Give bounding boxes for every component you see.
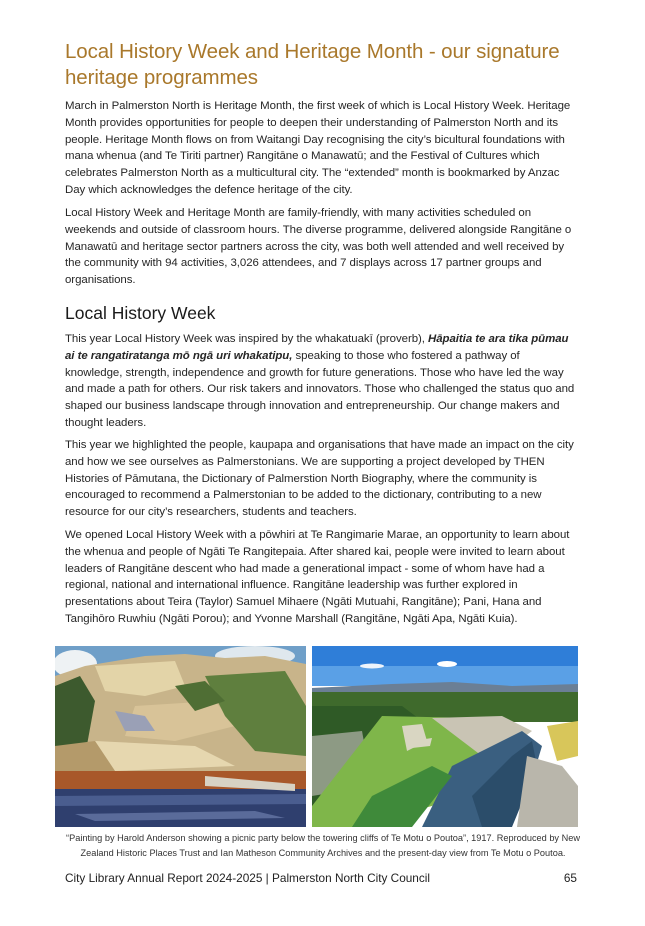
local-history-paragraph-2: This year we highlighted the people, kaupapa and organisations that have made an impact on the city and how we see ourselves as Palmerstonians. We are supporting a project developed by THEN Histories of Pāmutana, the Dictionary of Palmerstion North Biography, where the community is encouraged to recommend a Palmerstonian to be added to the dictionary, contributing to a new resource for our city’s researchers, students and teachers.: [65, 439, 574, 519]
page-title: Local History Week and Heritage Month - our signature heritage programmes: [65, 40, 560, 89]
intro-paragraph-1: March in Palmerston North is Heritage Month, the first week of which is Local History Week. Heritage Month provides opportunities for people to deepen their understanding of Palmerston North and its people. Heritage Month flows on from Waitangi Day recognising the city’s bicultural foundations with mana whenua (and Te Tiriti partner) Rangitāne o Manawatū; and the Festival of Cultures which celebrates Palmerston North as a multicultural city. The “extended” month is bookmarked by Anzac Day which acknowledges the defence heritage of the city.: [65, 100, 571, 196]
harold-anderson-painting: [55, 646, 306, 827]
whakatauki-proverb: Hāpaitia te ara tika pūmau ai te rangatiratanga mō ngā uri whakatipu,: [65, 333, 569, 362]
image-caption: “Painting by Harold Anderson showing a picnic party below the towering cliffs of Te Motu o Poutoa”, 1917. Reproduced by New Zealand Historic Places Trust and Ian Matheson Community Archives and the present-day view from Te Motu o Poutoa.: [66, 833, 580, 858]
paragraph-text: This year Local History Week was inspired by the whakatuakī (proverb),: [65, 333, 429, 345]
paragraph-text: speaking to those who fostered a pathway of knowledge, strength, independence and growth for future generations. Those who have led the way and made a path for others. Our risk takers and innovators. Those who challenged the status quo and shaped our business landscape through innovation and entrepreneurship. Our change makers and thought leaders.: [65, 349, 575, 429]
photo-image: [312, 646, 578, 827]
present-day-river-photo: [312, 646, 578, 827]
page-number: 65: [563, 871, 577, 885]
footer-report-title: City Library Annual Report 2024-2025 | Palmerston North City Council: [65, 871, 431, 885]
intro-paragraph-2: Local History Week and Heritage Month are family-friendly, with many activities scheduled on weekends and outside of classroom hours. The diverse programme, delivered alongside Rangitāne o Manawatū and heritage sector partners across the city, was both well attended and well received by the community with 94 activities, 3,026 attendees, and 7 displays across 17 partner groups and organisations.: [65, 207, 572, 287]
local-history-paragraph-1: [65, 331, 580, 432]
image-pair: [55, 646, 578, 827]
local-history-paragraph-3: We opened Local History Week with a pōwhiri at Te Rangimarie Marae, an opportunity to learn about the whenua and people of Ngāti Te Rangitepaia. After shared kai, people were invited to learn about leaders of Rangitāne descent who had made a generational impact - some of whom have had a regional, national and international influence. Rangitāne leadership was further explored in presentations about Teira (Taylor) Samuel Mihaere (Ngāti Mutuahi, Rangitāne); Pani, Hana and Tangihōro Ruwhiu (Ngāti Porou); and Yvonne Marshall (Rangitāne, Ngāti Apa, Ngāti Kuia).: [65, 529, 570, 625]
painting-image: [55, 646, 306, 827]
section-heading-local-history-week: Local History Week: [65, 303, 216, 323]
